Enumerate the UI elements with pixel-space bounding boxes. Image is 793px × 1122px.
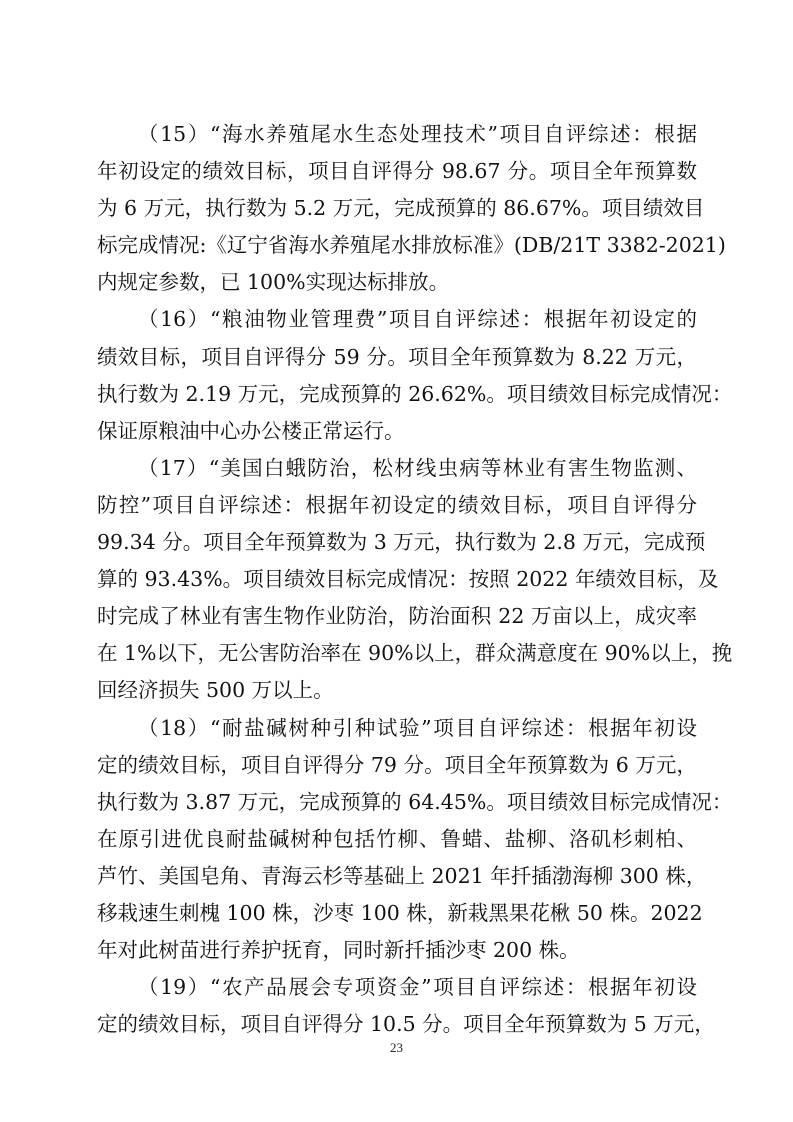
text-line: （16）“粮油物业管理费”项目自评综述：根据年初设定的: [138, 307, 697, 332]
text-line: 芦竹、美国皂角、青海云杉等基础上 2021 年扦插渤海柳 300 株，: [97, 863, 707, 888]
text-line: 内规定参数，已 100%实现达标排放。: [97, 270, 450, 295]
text-line: 在 1%以下，无公害防治率在 90%以上，群众满意度在 90%以上，挽: [97, 641, 733, 666]
paragraph-16: [97, 301, 733, 449]
text-line: （17）“美国白蛾防治，松材线虫病等林业有害生物监测、: [138, 455, 697, 480]
paragraph-18: [97, 710, 733, 970]
text-line: 99.34 分。项目全年预算数为 3 万元，执行数为 2.8 万元，完成预: [97, 530, 706, 555]
text-line: 时完成了林业有害生物作业防治，防治面积 22 万亩以上，成灾率: [97, 604, 697, 629]
text-line: 执行数为 3.87 万元，完成预算的 64.45%。项目绩效目标完成情况：: [97, 789, 733, 814]
text-line: 定的绩效目标，项目自评得分 79 分。项目全年预算数为 6 万元，: [97, 752, 697, 777]
text-line: 在原引进优良耐盐碱树种包括竹柳、鲁蜡、盐柳、洛矶杉刺柏、: [97, 826, 697, 851]
text-line: 定的绩效目标，项目自评得分 10.5 分。项目全年预算数为 5 万元，: [97, 1012, 715, 1037]
text-line: 年对此树苗进行养护抚育，同时新扦插沙枣 200 株。: [97, 938, 580, 963]
text-line: 回经济损失 500 万以上。: [97, 678, 334, 703]
paragraph-17: [97, 450, 733, 710]
text-line: 算的 93.43%。项目绩效目标完成情况：按照 2022 年绩效目标，及: [97, 567, 719, 592]
text-line: 执行数为 2.19 万元，完成预算的 26.62%。项目绩效目标完成情况：: [97, 381, 733, 406]
text-line: 绩效目标，项目自评得分 59 分。项目全年预算数为 8.22 万元，: [97, 344, 697, 369]
text-line: 防控”项目自评综述：根据年初设定的绩效目标，项目自评得分: [97, 492, 697, 517]
body-text: [97, 116, 733, 1043]
text-line: （18）“耐盐碱树种引种试验”项目自评综述：根据年初设: [138, 715, 697, 740]
paragraph-15: [97, 116, 726, 301]
text-line: （15）“海水养殖尾水生态处理技术”项目自评综述：根据: [138, 122, 697, 146]
text-line: 保证原粮油中心办公楼正常运行。: [97, 418, 405, 443]
text-line: 年初设定的绩效目标，项目自评得分 98.67 分。项目全年预算数: [97, 159, 697, 184]
text-line: 标完成情况:《辽宁省海水养殖尾水排放标准》(DB/21T 3382-2021): [97, 233, 726, 258]
text-line: 移栽速生刺槐 100 株，沙枣 100 株，新栽黑果花楸 50 株。2022: [97, 900, 703, 925]
text-line: （19）“农产品展会专项资金”项目自评综述：根据年初设: [138, 975, 697, 1000]
page-number: 23: [390, 1040, 403, 1055]
text-line: 为 6 万元，执行数为 5.2 万元，完成预算的 86.67%。项目绩效目: [97, 196, 705, 221]
paragraph-19: [97, 969, 715, 1043]
